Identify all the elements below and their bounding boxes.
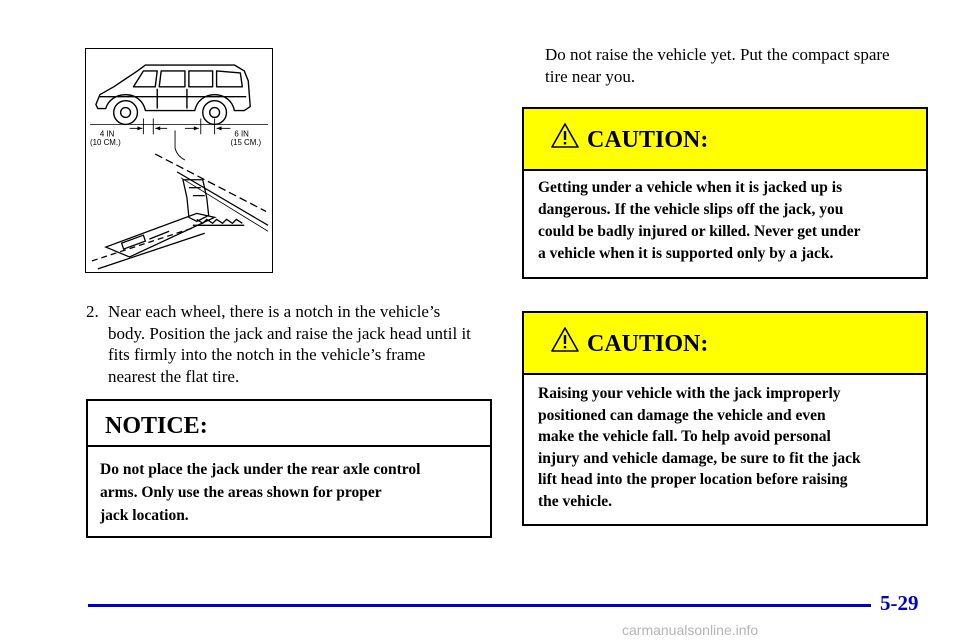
caution-line: make the vehicle fall. To help avoid personal bbox=[538, 428, 831, 445]
step-text bbox=[108, 301, 496, 387]
caution-title: CAUTION: bbox=[587, 331, 709, 357]
notice-line: arms. Only use the areas shown for proper bbox=[100, 484, 382, 501]
right-dimension-label: 6 IN bbox=[234, 129, 249, 139]
caution-title: CAUTION: bbox=[587, 127, 709, 153]
right-dimension-metric-label: (15 CM.) bbox=[230, 138, 262, 148]
caution-box-2 bbox=[522, 311, 928, 526]
warning-triangle-icon bbox=[550, 326, 580, 353]
watermark: carmanualsonline.info bbox=[622, 622, 759, 638]
caution-line: could be badly injured or killed. Never get under bbox=[538, 223, 861, 240]
notice-line: jack location. bbox=[100, 507, 189, 524]
left-dimension-label: 4 IN bbox=[99, 129, 115, 139]
notice-box bbox=[86, 399, 492, 538]
caution-box-1 bbox=[522, 107, 928, 279]
caution-line: injury and vehicle damage, be sure to fit the jack bbox=[538, 449, 861, 467]
warning-triangle-icon bbox=[550, 122, 580, 149]
page-number: 5-29 bbox=[880, 591, 919, 615]
caution-line: a vehicle when it is supported only by a jack. bbox=[538, 245, 834, 262]
step-line: body. Position the jack and raise the jack head until it bbox=[108, 323, 471, 343]
step-line: nearest the flat tire. bbox=[108, 366, 240, 386]
caution-line: Raising your vehicle with the jack improperly bbox=[538, 385, 841, 402]
caution-text bbox=[524, 375, 926, 512]
caution-header bbox=[524, 313, 926, 375]
notice-text bbox=[88, 447, 490, 527]
intro-line: Do not raise the vehicle yet. Put the compact spare bbox=[545, 45, 890, 64]
intro-paragraph bbox=[545, 44, 925, 87]
jack-placement-illustration bbox=[85, 48, 273, 273]
caution-line: positioned can damage the vehicle and even bbox=[538, 406, 826, 424]
caution-line: the vehicle. bbox=[538, 492, 613, 510]
notice-title: NOTICE: bbox=[88, 401, 490, 447]
footer-rule bbox=[88, 604, 871, 607]
caution-line: dangerous. If the vehicle slips off the jack, you bbox=[538, 201, 844, 218]
caution-line: lift head into the proper location before raising bbox=[538, 471, 848, 488]
notice-line: Do not place the jack under the rear axle control bbox=[100, 461, 421, 478]
step-line: fits firmly into the notch in the vehicle’s frame bbox=[108, 345, 426, 364]
caution-line: Getting under a vehicle when it is jacked up is bbox=[538, 179, 843, 196]
left-dimension-metric-label: (10 CM.) bbox=[89, 138, 121, 148]
step-line: Near each wheel, there is a notch in the vehicle’s bbox=[108, 302, 441, 321]
caution-text bbox=[524, 171, 926, 265]
caution-header bbox=[524, 109, 926, 171]
intro-line: tire near you. bbox=[545, 66, 636, 86]
step-number: 2. bbox=[86, 302, 99, 321]
step-2 bbox=[86, 301, 496, 387]
